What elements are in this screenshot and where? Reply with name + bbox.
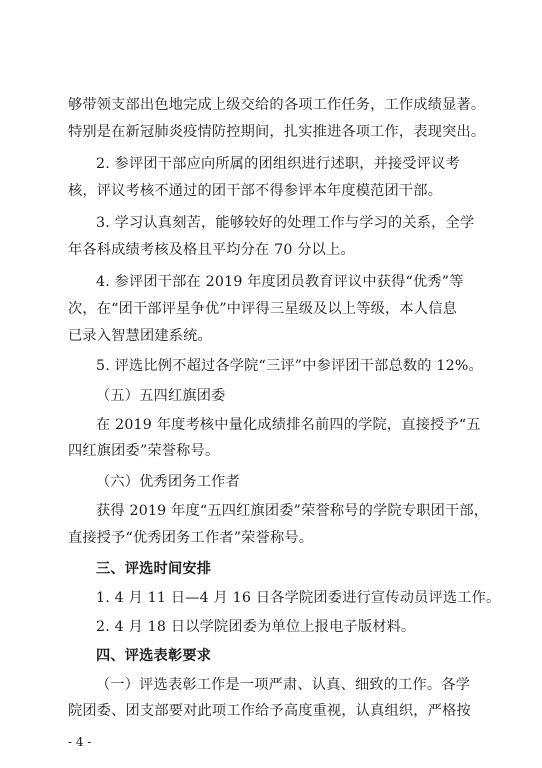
- criterion-4-line-3: 已录入智慧团建系统。: [68, 328, 212, 344]
- schedule-item-2: 2. 4 月 18 日以学院团委为单位上报电子版材料。: [96, 619, 416, 635]
- section-six-line-1: 获得 2019 年度“五四红旗团委”荣誉称号的学院专职团干部，: [96, 503, 489, 519]
- criterion-4-line-2: 次，在“团干部评星争优”中评得三星级及以上等级，本人信息: [68, 301, 457, 317]
- criterion-3-line-2: 年各科成绩考核及格且平均分在 70 分以上。: [68, 242, 355, 258]
- paragraph-line-1: 够带领支部出色地完成上级交给的各项工作任务，工作成绩显著。: [68, 97, 486, 113]
- section-four-heading: 四、评选表彰要求: [96, 648, 212, 664]
- schedule-item-1: 1. 4 月 11 日—4 月 16 日各学院团委进行宣传动员评选工作。: [96, 590, 501, 606]
- criterion-2-line-1: 2. 参评团干部应向所属的团组织进行述职，并接受评议考: [96, 156, 460, 172]
- section-six-line-2: 直接授予“优秀团务工作者”荣誉称号。: [68, 530, 314, 546]
- criterion-2-line-2: 核，评议考核不通过的团干部不得参评本年度模范团干部。: [68, 183, 443, 199]
- requirements-line-1: （一）评选表彰工作是一项严肃、认真、细致的工作。各学: [96, 677, 471, 693]
- section-six-heading: （六）优秀团务工作者: [96, 474, 240, 490]
- paragraph-line-2: 特别是在新冠肺炎疫情防控期间，扎实推进各项工作，表现突出。: [68, 124, 486, 140]
- criterion-4-line-1: 4. 参评团干部在 2019 年度团员教育评议中获得“优秀”等: [96, 274, 464, 290]
- section-five-line-1: 在 2019 年度考核中量化成绩排名前四的学院，直接授予“五: [96, 417, 481, 433]
- page-number: - 4 -: [68, 735, 92, 749]
- section-five-line-2: 四红旗团委”荣誉称号。: [68, 443, 220, 459]
- section-three-heading: 三、评选时间安排: [96, 561, 212, 577]
- criterion-5-line-1: 5. 评选比例不超过各学院“三评”中参评团干部总数的 12%。: [96, 358, 483, 374]
- requirements-line-2: 院团委、团支部要对此项工作给予高度重视，认真组织，严格按: [68, 703, 471, 719]
- criterion-3-line-1: 3. 学习认真刻苦，能够较好的处理工作与学习的关系，全学: [96, 215, 475, 231]
- section-five-heading: （五）五四红旗团委: [96, 388, 226, 404]
